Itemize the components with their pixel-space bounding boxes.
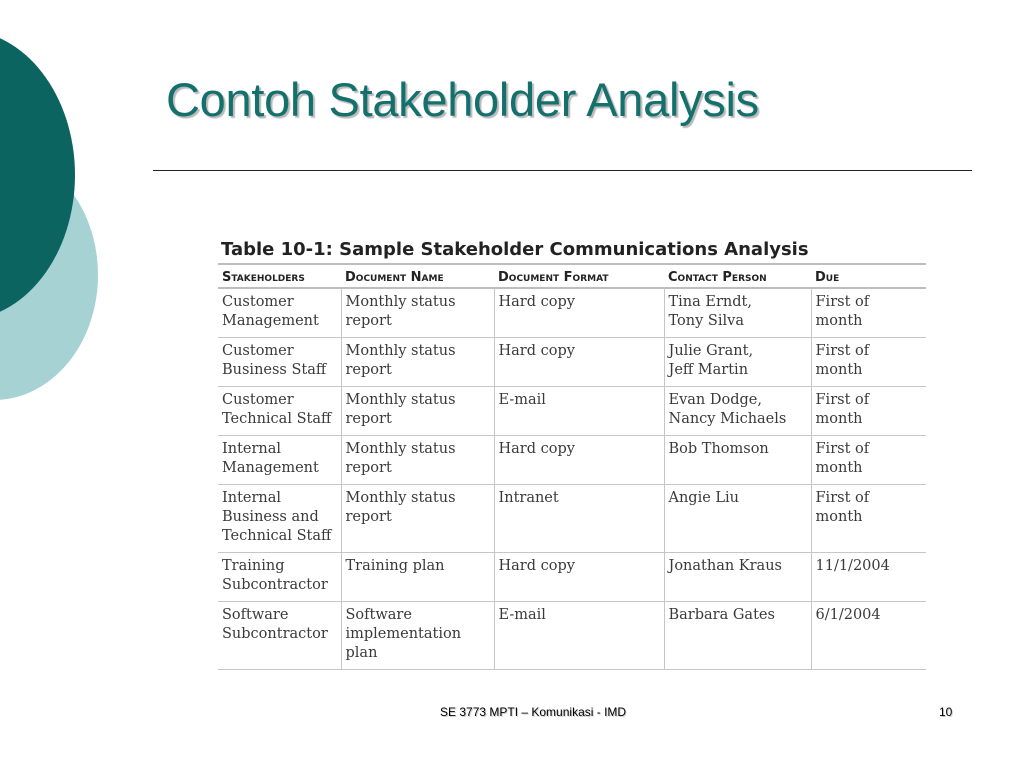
cell-document-name: Monthly status report bbox=[341, 436, 494, 485]
cell-document-format: Hard copy bbox=[494, 288, 664, 338]
cell-document-format: E-mail bbox=[494, 387, 664, 436]
cell-stakeholder: Customer Business Staff bbox=[218, 338, 341, 387]
cell-stakeholder: Software Subcontractor bbox=[218, 602, 341, 670]
table-row bbox=[218, 387, 926, 436]
table-row bbox=[218, 436, 926, 485]
cell-due: 6/1/2004 bbox=[811, 602, 926, 670]
table-row bbox=[218, 485, 926, 553]
header-document-format: Document Format bbox=[494, 264, 664, 288]
cell-contact-person: Angie Liu bbox=[664, 485, 811, 553]
cell-contact-person: Barbara Gates bbox=[664, 602, 811, 670]
table-caption: Table 10-1: Sample Stakeholder Communications Analysis bbox=[221, 239, 809, 260]
cell-document-name: Monthly status report bbox=[341, 338, 494, 387]
cell-contact-person: Julie Grant, Jeff Martin bbox=[664, 338, 811, 387]
cell-due: First of month bbox=[811, 387, 926, 436]
cell-document-name: Monthly status report bbox=[341, 485, 494, 553]
cell-due: First of month bbox=[811, 436, 926, 485]
cell-stakeholder: Training Subcontractor bbox=[218, 553, 341, 602]
cell-document-name: Monthly status report bbox=[341, 288, 494, 338]
title-divider bbox=[153, 170, 972, 171]
table-row bbox=[218, 338, 926, 387]
cell-document-name: Software implementation plan bbox=[341, 602, 494, 670]
table-row bbox=[218, 553, 926, 602]
table-row bbox=[218, 288, 926, 338]
stakeholder-table bbox=[218, 263, 926, 670]
table-header-row bbox=[218, 264, 926, 288]
footer-text: SE 3773 MPTI – Komunikasi - IMD bbox=[440, 705, 627, 719]
cell-stakeholder: Internal Management bbox=[218, 436, 341, 485]
table-row bbox=[218, 602, 926, 670]
cell-contact-person: Bob Thomson bbox=[664, 436, 811, 485]
header-stakeholders: Stakeholders bbox=[218, 264, 341, 288]
cell-contact-person: Jonathan Kraus bbox=[664, 553, 811, 602]
cell-document-format: Hard copy bbox=[494, 436, 664, 485]
cell-contact-person: Evan Dodge, Nancy Michaels bbox=[664, 387, 811, 436]
cell-document-name: Monthly status report bbox=[341, 387, 494, 436]
header-due: Due bbox=[811, 264, 926, 288]
cell-stakeholder: Internal Business and Technical Staff bbox=[218, 485, 341, 553]
cell-due: 11/1/2004 bbox=[811, 553, 926, 602]
cell-contact-person: Tina Erndt, Tony Silva bbox=[664, 288, 811, 338]
cell-document-format: Hard copy bbox=[494, 553, 664, 602]
cell-document-format: E-mail bbox=[494, 602, 664, 670]
page-number: 10 bbox=[939, 705, 953, 719]
cell-document-name: Training plan bbox=[341, 553, 494, 602]
header-contact-person: Contact Person bbox=[664, 264, 811, 288]
cell-document-format: Intranet bbox=[494, 485, 664, 553]
slide-title: Contoh Stakeholder Analysis bbox=[166, 73, 759, 126]
header-document-name: Document Name bbox=[341, 264, 494, 288]
cell-stakeholder: Customer Technical Staff bbox=[218, 387, 341, 436]
cell-due: First of month bbox=[811, 485, 926, 553]
cell-due: First of month bbox=[811, 338, 926, 387]
cell-document-format: Hard copy bbox=[494, 338, 664, 387]
cell-due: First of month bbox=[811, 288, 926, 338]
cell-stakeholder: Customer Management bbox=[218, 288, 341, 338]
